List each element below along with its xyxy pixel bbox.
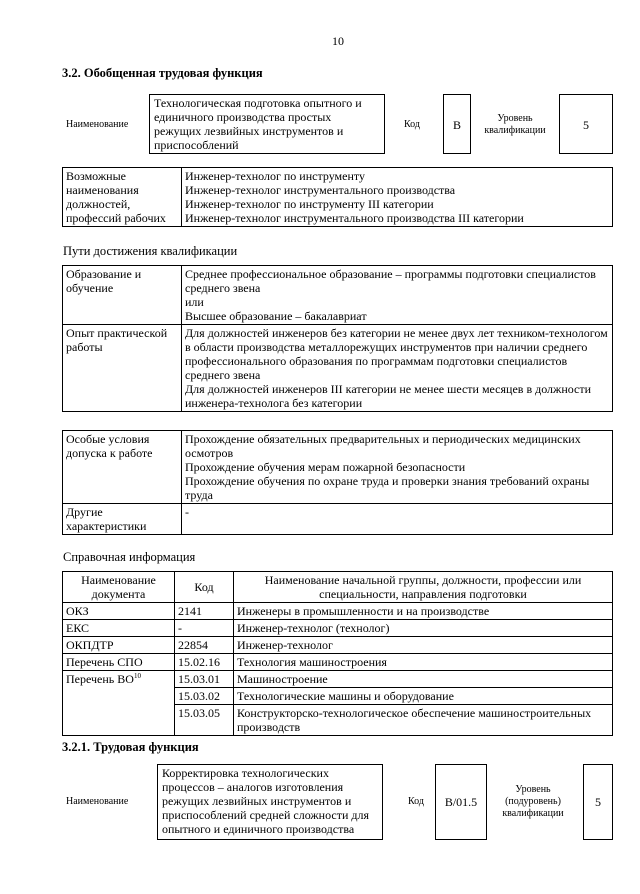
ref-name: Инженеры в промышленности и на производстве	[234, 603, 613, 620]
ref-code: 15.03.02	[175, 688, 234, 705]
table-row	[63, 637, 613, 654]
position-item: Инженер-технолог инструментального производства III категории	[185, 211, 524, 225]
experience-line: Для должностей инженеров без категории не менее двух лет техником-технологом в области производства металлорежущих инструментов при наличии среднего профессионального образования по программам подготовки специалистов среднего звена	[185, 326, 608, 382]
function-name-value: Корректировка технологических процессов – аналогов изготовления режущих лезвийных инструментов и приспособлений средней сложности для опытного и единичного производства	[162, 766, 370, 836]
function-code-value: B/01.5	[444, 795, 478, 809]
conditions-table	[62, 430, 613, 535]
other-label: Другие характеристики	[63, 504, 182, 535]
conditions-value	[182, 431, 613, 504]
education-label: Образование и обучение	[63, 266, 182, 325]
footnote-mark: 10	[133, 672, 141, 680]
ref-name: Инженер-технолог	[234, 637, 613, 654]
positions-list	[182, 168, 613, 227]
ref-code: 15.03.05	[175, 705, 234, 736]
reference-header-row	[63, 572, 613, 603]
ref-doc: ОКЗ	[63, 603, 175, 620]
conditions-label: Особые условия допуска к работе	[63, 431, 182, 504]
ref-name: Конструкторско-технологическое обеспечение машиностроительных производств	[234, 705, 613, 736]
ref-doc: ОКПДТР	[63, 637, 175, 654]
education-line: Среднее профессиональное образование – программы подготовки специалистов среднего звена	[185, 267, 596, 295]
page-number: 10	[332, 34, 344, 48]
ref-header-name: Наименование начальной группы, должности, профессии или специальности, направления подготовки	[234, 572, 613, 603]
reference-heading: Справочная информация	[63, 550, 196, 564]
ref-doc	[63, 671, 175, 736]
condition-line: Прохождение обучения по охране труда и проверки знания требований охраны труда	[185, 474, 590, 502]
education-line: или	[185, 295, 204, 309]
ref-name: Инженер-технолог (технолог)	[234, 620, 613, 637]
condition-line: Прохождение обязательных предварительных и периодических медицинских осмотров	[185, 432, 581, 460]
experience-line: Для должностей инженеров III категории не менее шести месяцев в должности инженера-технолога без категории	[185, 382, 592, 410]
other-value: -	[182, 504, 613, 535]
name-value: Технологическая подготовка опытного и единичного производства простых режущих лезвийных инструментов и приспособлений	[154, 96, 362, 152]
experience-value	[182, 325, 613, 412]
position-item: Инженер-технолог по инструменту III категории	[185, 197, 434, 211]
ref-code: -	[175, 620, 234, 637]
ref-header-code: Код	[175, 572, 234, 603]
function-title: 3.2.1. Трудовая функция	[62, 740, 199, 754]
ref-code: 2141	[175, 603, 234, 620]
table-row	[63, 603, 613, 620]
ref-name: Технологические машины и оборудование	[234, 688, 613, 705]
name-label: Наименование	[66, 119, 129, 130]
function-level-box	[583, 764, 613, 840]
code-value-box	[443, 94, 471, 154]
ref-header-doc: Наименование документа	[63, 572, 175, 603]
function-level-label: Уровень (подуровень) квалификации	[502, 784, 564, 819]
positions-table	[62, 167, 613, 227]
positions-label: Возможные наименования должностей, профессий рабочих	[63, 168, 182, 227]
function-code-box	[435, 764, 487, 840]
function-name-label: Наименование	[66, 796, 129, 807]
code-value: B	[452, 118, 461, 132]
table-row	[63, 654, 613, 671]
condition-line: Прохождение обучения мерам пожарной безопасности	[185, 460, 466, 474]
position-item: Инженер-технолог инструментального производства	[185, 183, 456, 197]
level-label: Уровень квалификации	[484, 113, 546, 136]
ref-doc-text: Перечень ВО	[66, 672, 134, 686]
function-code-label: Код	[408, 796, 424, 807]
function-name-box	[157, 764, 383, 840]
ref-name: Технология машиностроения	[234, 654, 613, 671]
ref-doc: Перечень СПО	[63, 654, 175, 671]
level-value: 5	[583, 118, 589, 132]
table-row	[63, 671, 613, 688]
ref-code: 15.02.16	[175, 654, 234, 671]
ref-name: Машиностроение	[234, 671, 613, 688]
education-line: Высшее образование – бакалавриат	[185, 309, 367, 323]
ref-code: 22854	[175, 637, 234, 654]
experience-label: Опыт практической работы	[63, 325, 182, 412]
paths-heading: Пути достижения квалификации	[63, 244, 238, 258]
ref-code: 15.03.01	[175, 671, 234, 688]
code-label: Код	[404, 119, 420, 130]
position-item: Инженер-технолог по инструменту	[185, 169, 365, 183]
qualification-table	[62, 265, 613, 412]
reference-table	[62, 571, 613, 736]
name-value-box	[149, 94, 385, 154]
table-row	[63, 620, 613, 637]
ref-doc: ЕКС	[63, 620, 175, 637]
function-level-value: 5	[595, 795, 601, 809]
level-value-box	[559, 94, 613, 154]
section-title: 3.2. Обобщенная трудовая функция	[62, 66, 263, 80]
education-value	[182, 266, 613, 325]
